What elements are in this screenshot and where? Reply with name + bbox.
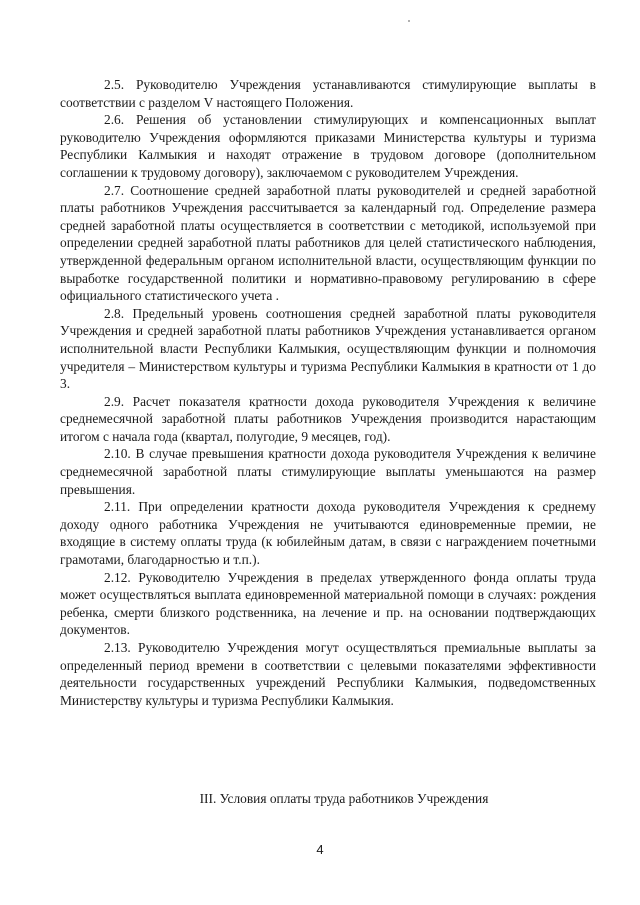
paragraph-2-8: 2.8. Предельный уровень соотношения средней заработной платы руководителя Учреждения и средней заработной платы работников Учреждения устанавливается органом исполнительной власти Республики Калмыкия, осуществляющим функции и полномочия учредителя – Министерством культуры и туризма Республики Калмыкия в кратности от 1 до 3.: [60, 305, 596, 392]
document-body: [60, 76, 596, 709]
page-number: 4: [316, 842, 324, 857]
paragraph-2-10: 2.10. В случае превышения кратности дохода руководителя Учреждения к величине среднемесячной заработной платы стимулирующие выплаты уменьшаются на размер превышения.: [60, 446, 596, 497]
paragraph-2-12: 2.12. Руководителю Учреждения в пределах утвержденного фонда оплаты труда может осуществляться выплата единовременной материальной помощи в случаях: рождения ребенка, смерти близкого родственника, на лечение и пр. на основании подтверждающих документов.: [60, 569, 596, 638]
paragraph-2-6: 2.6. Решения об установлении стимулирующих и компенсационных выплат руководителю Учреждения оформляются приказами Министерства культуры и туризма Республики Калмыкия и находят отражение в трудовом договоре (дополнительном соглашении к трудовому договору), заключаемом с руководителем Учреждения.: [60, 112, 596, 180]
section-heading: III. Условия оплаты труда работников Учреждения: [199, 791, 489, 806]
scan-speck: [408, 20, 410, 22]
paragraph-2-7: 2.7. Соотношение средней заработной платы руководителей и средней заработной платы работников Учреждения рассчитывается за календарный год. Определение размера средней заработной платы осуществляется в соответствии с методикой, используемой при определении средней заработной платы работников для целей статистического наблюдения, утвержденной федеральным органом исполнительной власти, осуществляющим функции по выработке государственной политики и нормативно-правовому регулированию в сфере официального статистического учета .: [60, 182, 596, 304]
paragraph-2-9: 2.9. Расчет показателя кратности дохода руководителя Учреждения к величине среднемесячной заработной платы работников Учреждения производится нарастающим итогом с начала года (квартал, полугодие, 9 месяцев, год).: [60, 393, 596, 444]
paragraph-2-13: 2.13. Руководителю Учреждения могут осуществляться премиальные выплаты за определенный период времени в соответствии с целевыми показателями эффективности деятельности государственных учреждений Республики Калмыкия, подведомственных Министерству культуры и туризма Республики Калмыкия.: [60, 640, 596, 708]
paragraph-2-5: 2.5. Руководителю Учреждения устанавливаются стимулирующие выплаты в соответствии с разделом V настоящего Положения.: [60, 77, 596, 110]
paragraph-2-11: 2.11. При определении кратности дохода руководителя Учреждения к среднему доходу одного работника Учреждения не учитываются единовременные премии, не входящие в систему оплаты труда (к юбилейным датам, в связи с награждением почетными грамотами, благодарностью и т.п.).: [60, 499, 596, 568]
